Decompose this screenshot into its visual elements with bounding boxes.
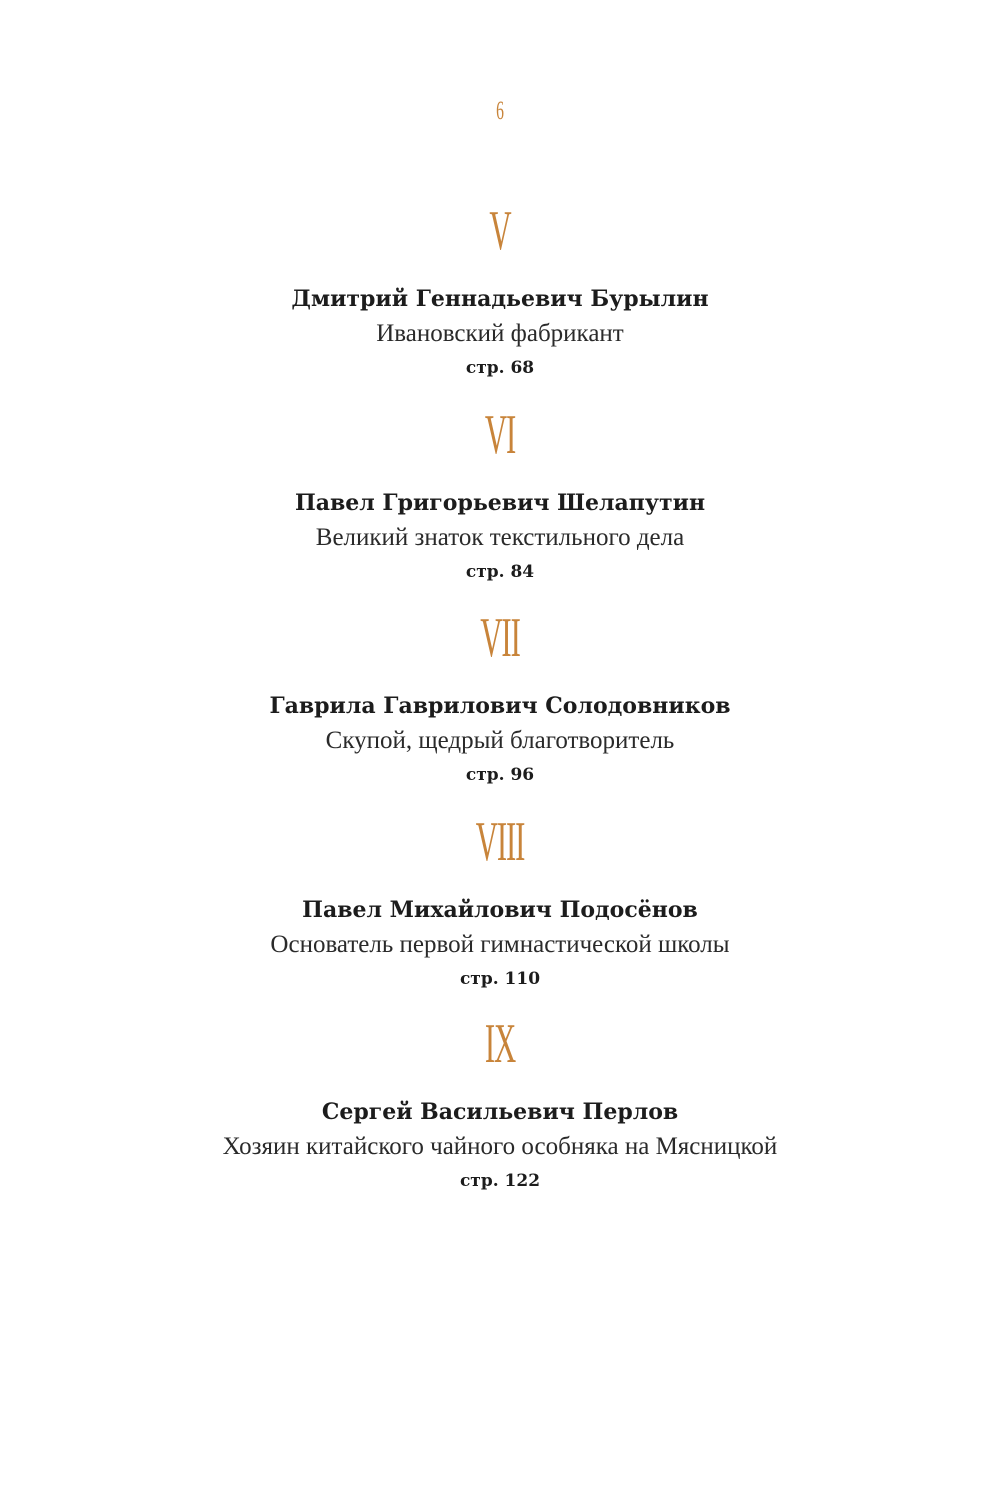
chapter-page-ref: стр. 122 (459, 1171, 541, 1191)
chapter-numeral: VII (480, 607, 520, 669)
chapter-person-name: Дмитрий Геннадьевич Бурылин (291, 286, 709, 312)
chapter-page-ref: стр. 110 (459, 969, 541, 989)
toc-entry-v[interactable] (0, 200, 1000, 379)
chapter-person-name: Павел Михайлович Подосёнов (302, 897, 698, 923)
chapter-numeral: VI (484, 404, 516, 466)
chapter-numeral: VIII (475, 811, 525, 873)
chapter-subtitle: Основатель первой гимнастической школы (270, 931, 730, 958)
chapter-subtitle: Великий знаток текстильного дела (315, 524, 685, 551)
chapter-page-ref: стр. 84 (465, 562, 535, 582)
page-number: 6 (496, 96, 504, 125)
chapter-page-ref: стр. 96 (465, 765, 535, 785)
toc-entry-vii[interactable] (0, 607, 1000, 786)
toc-entry-vi[interactable] (0, 404, 1000, 583)
toc-entry-viii[interactable] (0, 811, 1000, 990)
chapter-subtitle: Скупой, щедрый благотворитель (325, 727, 675, 754)
chapter-page-ref: стр. 68 (465, 358, 535, 378)
chapter-numeral: IX (484, 1013, 516, 1075)
chapter-subtitle: Хозяин китайского чайного особняка на Мясницкой (222, 1133, 778, 1160)
chapter-person-name: Сергей Васильевич Перлов (321, 1099, 679, 1125)
chapter-numeral: V (489, 200, 511, 262)
chapter-person-name: Гаврила Гаврилович Солодовников (269, 693, 731, 719)
chapter-person-name: Павел Григорьевич Шелапутин (294, 490, 706, 516)
toc-entry-ix[interactable] (0, 1013, 1000, 1192)
chapter-subtitle: Ивановский фабрикант (376, 320, 624, 347)
